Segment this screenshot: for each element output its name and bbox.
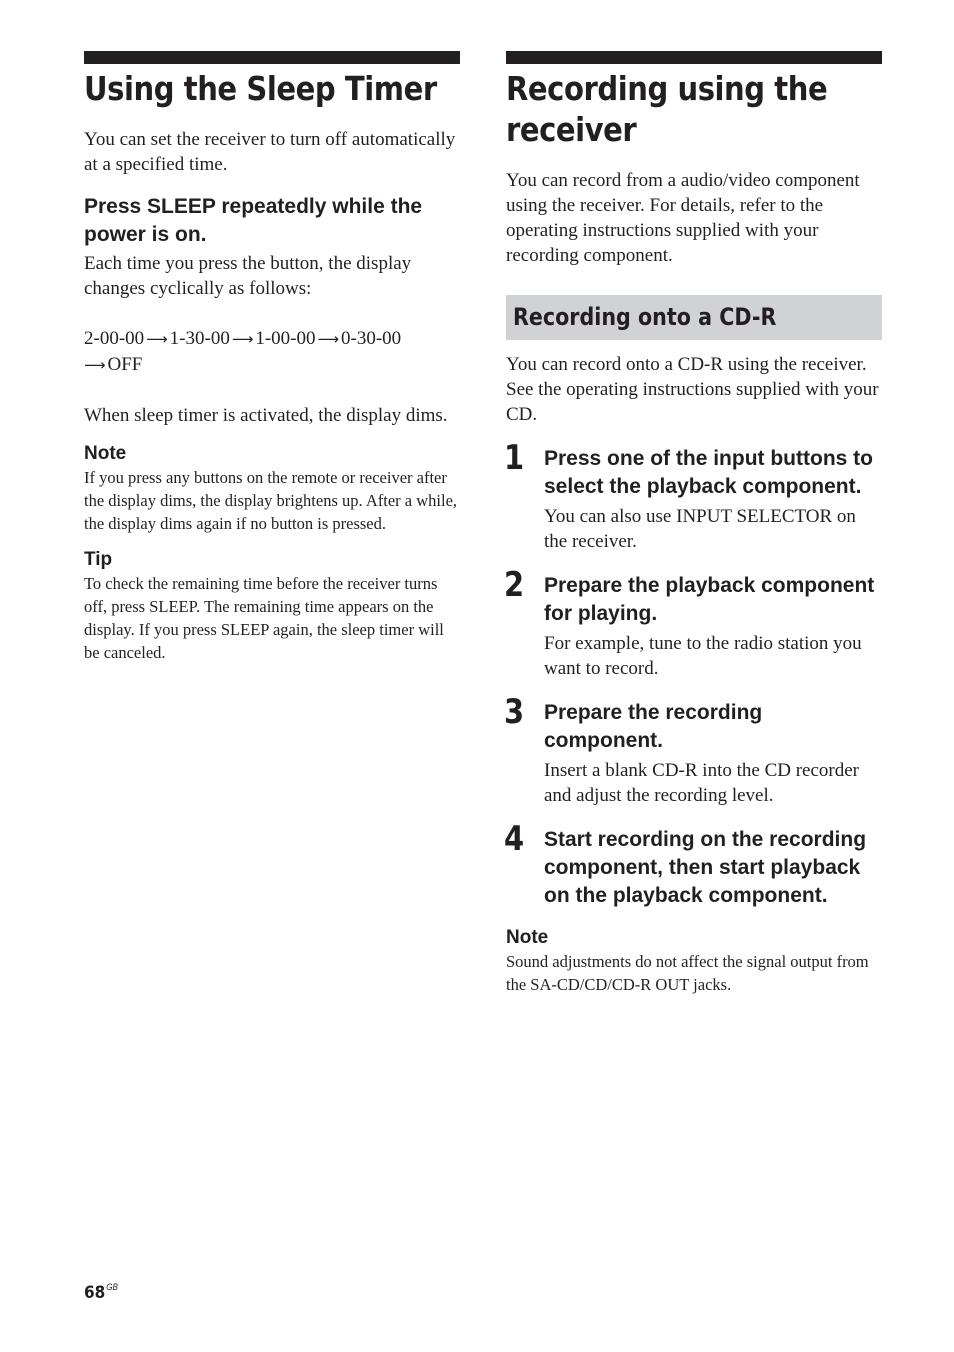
region-code: GB	[106, 1282, 118, 1292]
tip-label: Tip	[84, 549, 113, 570]
note-label: Note	[84, 443, 127, 464]
sleep-intro: You can set the receiver to turn off automatically at a specified time.	[84, 129, 456, 175]
step-4	[504, 819, 882, 910]
section-rule	[506, 51, 882, 64]
arrow-right-icon: ⟶	[317, 330, 340, 348]
arrow-right-icon: ⟶	[84, 356, 106, 374]
section-rule	[84, 51, 460, 64]
tip-text: To check the remaining time before the receiver turns off, press SLEEP. The remaining time appears on the display. If you press SLEEP again, the sleep timer will be canceled.	[84, 574, 444, 662]
step-heading: Press one of the input buttons to select the playback component.	[544, 447, 873, 498]
sequence-item: 1-30-00	[169, 328, 230, 349]
step-number: 1	[504, 438, 525, 478]
step-3	[504, 692, 882, 808]
arrow-right-icon: ⟶	[146, 330, 168, 348]
section-heading: Recording onto a CD-R	[513, 303, 777, 331]
sequence-item: 2-00-00	[84, 328, 145, 349]
cdr-intro: You can record onto a CD-R using the receiver. See the operating instructions supplied with your CD.	[506, 354, 879, 425]
step-2	[504, 565, 882, 681]
step-number: 3	[504, 692, 525, 732]
note-label: Note	[506, 927, 549, 948]
page-number-value: 68	[84, 1283, 106, 1303]
sequence-item: OFF	[107, 354, 143, 375]
note-text: If you press any buttons on the remote or receiver after the display dims, the display brightens up. After a while, the display dims again if no button is pressed.	[84, 468, 458, 533]
page-title-sleep-timer: Using the Sleep Timer	[84, 69, 437, 108]
step-1	[504, 438, 882, 554]
step-number: 4	[504, 819, 525, 859]
sequence-item: 1-00-00	[255, 328, 316, 349]
page-number	[84, 1282, 118, 1303]
step-detail: You can also use INPUT SELECTOR on the receiver.	[544, 506, 856, 552]
step-heading: Prepare the recording component.	[544, 701, 763, 752]
sleep-activated-text: When sleep timer is activated, the display dims.	[84, 405, 448, 426]
right-column	[506, 51, 882, 996]
recording-intro: You can record from a audio/video component using the receiver. For details, refer to the operating instructions supplied with your recording component.	[506, 170, 860, 266]
step-number: 2	[504, 565, 525, 605]
sleep-instruction: Press SLEEP repeatedly while the power is on.	[84, 195, 423, 246]
step-detail: For example, tune to the radio station you want to record.	[544, 633, 862, 679]
sleep-sequence	[84, 326, 460, 378]
step-heading: Start recording on the recording component, then start playback on the playback component.	[544, 828, 867, 907]
sequence-item: 0-30-00	[341, 328, 402, 349]
section-heading-band	[506, 295, 882, 340]
page-title-recording	[506, 68, 884, 150]
step-detail: Insert a blank CD-R into the CD recorder and adjust the recording level.	[544, 760, 859, 806]
left-column	[84, 51, 460, 664]
sleep-instruction-detail: Each time you press the button, the display changes cyclically as follows:	[84, 253, 412, 299]
step-heading: Prepare the playback component for playing.	[544, 574, 875, 625]
arrow-right-icon: ⟶	[231, 330, 254, 348]
title-line: receiver	[506, 110, 637, 149]
note-text: Sound adjustments do not affect the signal output from the SA-CD/CD/CD-R OUT jacks.	[506, 952, 869, 994]
title-line: Recording using the	[506, 69, 828, 108]
